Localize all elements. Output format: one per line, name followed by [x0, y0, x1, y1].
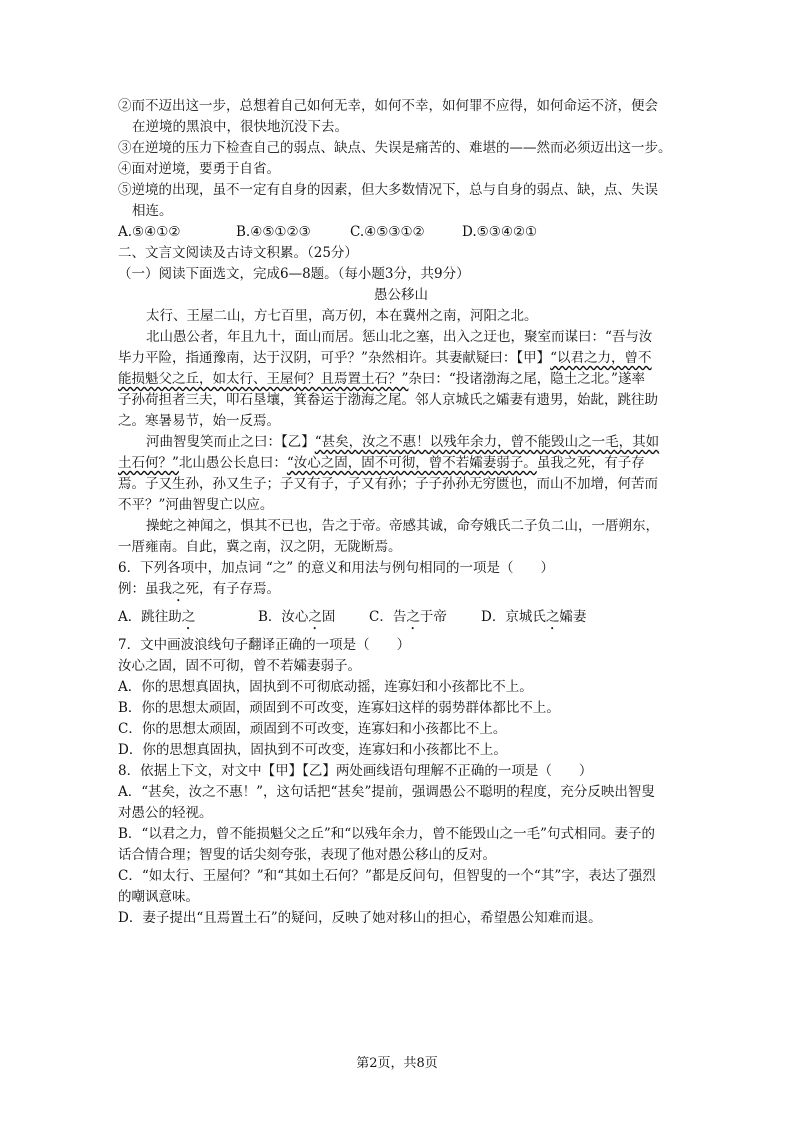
- passage-p2-l5: 之。寒暑易节，始一反焉。: [118, 413, 280, 429]
- q6-c-text: 于帝: [419, 609, 447, 625]
- subsection-1-title: （一）阅读下面选文，完成6—8题。（每小题3分，共9分）: [118, 266, 470, 282]
- page-footer: 第2页，共8页: [356, 1056, 438, 1071]
- underline-yi-cont: 土石何？”: [118, 455, 179, 471]
- q7-option-b[interactable]: B．你的思想太顽固，顽固到不可改变，连寡妇这样的弱势群体都比不上。: [118, 700, 560, 716]
- q6-option-a[interactable]: [118, 607, 258, 633]
- underline-yi: “甚矣，汝之不惠！以残年余力，曾不能毁山之一毛，其如: [314, 434, 660, 450]
- passage-p3-l2: [118, 453, 684, 474]
- q7-sentence: 汝心之固，固不可彻，曾不若孀妻弱子。: [118, 658, 361, 674]
- q6-option-c[interactable]: [369, 607, 481, 633]
- p3-text: 河曲智叟笑而止之曰：【乙】: [146, 434, 315, 450]
- q8-option-b-l1[interactable]: B．“以君之力，曾不能损魁父之丘”和“以残年余力，曾不能毁山之一毛”句式相同。妻子的: [118, 826, 656, 842]
- q5-option-b[interactable]: B.④⑤①②③: [236, 224, 311, 240]
- q6-options: [118, 607, 684, 633]
- q7-option-a[interactable]: A．你的思想真固执，固执到不可彻底动摇，连寡妇和小孩都比不上。: [118, 679, 533, 695]
- underline-jia: “以君之力，曾不: [550, 350, 652, 366]
- q8-option-b-l2: 话合情合理；智叟的话尖刻夸张，表现了他对愚公移山的反对。: [118, 847, 496, 863]
- passage-p3-l3: 焉。子又生孙，孙又生子；子又有子，子又有孙；子子孙孙无穷匮也，而山不加增，何苦而: [118, 476, 658, 492]
- q8-option-a-l1[interactable]: A．“甚矣，汝之不惠！”，这句话把“甚矣”提前，强调愚公不聪明的程度，充分反映出智叟: [118, 784, 655, 800]
- q8-option-d[interactable]: D．妻子提出“且焉置土石”的疑问，反映了她对移山的担心，希望愚公知难而退。: [118, 910, 602, 926]
- passage-p3-l4: 不平？”河曲智叟亡以应。: [118, 497, 274, 513]
- q6-c-dot: 之: [406, 609, 420, 625]
- underline-jia-cont: 能损魁父之丘，如太行、王屋何？且焉置土石？”: [118, 371, 409, 387]
- passage-p2-l1: 北山愚公者，年且九十，面山而居。惩山北之塞，出入之迂也，聚室而谋曰：“吾与汝: [146, 329, 653, 345]
- q6-a-text: A．跳往助: [118, 609, 182, 625]
- q6-c-text: C．告: [369, 609, 407, 625]
- sentence-5-line-1: ⑤逆境的出现，虽不一定有自身的因素，但大多数情况下，总与自身的弱点、缺，点、失误: [118, 182, 658, 198]
- p2-text: 毕力平险，指通豫南，达于汉阴，可乎？”杂然相许。其妻献疑曰：【甲】: [118, 350, 551, 366]
- p3-text: 虽我之死，有子存: [536, 455, 645, 471]
- passage-p4-l2: 一厝雍南。自此，冀之南，汉之阴，无陇断焉。: [118, 539, 402, 555]
- q8-option-c-l2: 的嘲讽意味。: [118, 889, 199, 905]
- q8-option-c-l1[interactable]: C．“如太行、王屋何？”和“其如土石何？”都是反问句，但智叟的一个“其”字，表达了强烈: [118, 868, 656, 884]
- q6-b-text: 固: [321, 609, 336, 625]
- sentence-2-line-1: ②而不迈出这一步，总想着自己如何无幸，如何不幸，如何罪不应得，如何命运不济，便会: [118, 98, 658, 114]
- q6-option-b[interactable]: [258, 607, 369, 633]
- q6-option-d[interactable]: [481, 607, 586, 633]
- sentence-4: ④面对逆境，要勇于自省。: [118, 161, 280, 177]
- p3-text: 北山愚公长息曰：: [178, 455, 287, 471]
- q5-option-c[interactable]: C.④⑤③①②: [350, 224, 425, 240]
- q6-example-dot: 之: [172, 581, 186, 597]
- q6-a-dot: 之: [181, 609, 196, 625]
- q8-option-a-l2: 对愚公的轻视。: [118, 805, 213, 821]
- q7-option-d[interactable]: D．你的思想真固执，固执到不可改变，连寡妇和小孩都比不上。: [118, 742, 507, 758]
- passage-p2-l3: [118, 369, 684, 390]
- q6-example-text: 例：虽我: [118, 581, 172, 597]
- passage-p2-l4: 子孙荷担者三夫，叩石垦壤，箕畚运于渤海之尾。邻人京城氏之孀妻有遗男，始龀，跳往助: [118, 392, 658, 408]
- q8-stem: 8．依据上下文，对文中【甲】【乙】两处画线语句理解不正确的一项是（ ）: [118, 763, 593, 779]
- q6-b-text: B．汝心: [258, 609, 309, 625]
- q7-stem: 7．文中画波浪线句子翻译正确的一项是（ ）: [118, 637, 411, 653]
- page-content: [118, 96, 684, 929]
- q6-example-text: 死，有子存焉。: [185, 581, 280, 597]
- sentence-2-line-2: 在逆境的黑浪中，很快地沉没下去。: [132, 119, 348, 135]
- q5-options: [118, 222, 684, 243]
- q6-d-text: D．京城氏: [481, 609, 546, 625]
- section-2-title: 二、文言文阅读及古诗文积累。（25分）: [118, 245, 358, 261]
- sentence-3: ③在逆境的压力下检查自己的弱点、缺点、失误是痛苦的、难堪的——然而必须迈出这一步。: [118, 140, 672, 156]
- q6-b-dot: 之: [308, 609, 322, 625]
- q5-option-a[interactable]: A.⑤④①②: [118, 224, 181, 240]
- q6-d-text: 孀妻: [559, 609, 587, 625]
- q7-option-c[interactable]: C．你的思想太顽固，顽固到不可改变，连寡妇和小孩都比不上。: [118, 721, 507, 737]
- passage-p4-l1: 操蛇之神闻之，惧其不已也，告之于帝。帝感其诚，命夸娥氏二子负二山，一厝朔东，: [146, 518, 659, 534]
- q6-stem: 6．下列各项中，加点词 “之” 的意义和用法与例句相同的一项是（ ）: [118, 560, 554, 576]
- passage-p3-l1: [118, 432, 684, 453]
- q5-option-d[interactable]: D.⑤③④②①: [462, 224, 538, 240]
- p2-text: 杂曰：“投诸渤海之尾，隐土之北。”遂率: [408, 371, 645, 387]
- q6-d-dot: 之: [545, 609, 560, 625]
- passage-title: 愚公移山: [374, 287, 428, 303]
- sentence-5-line-2: 相连。: [132, 203, 173, 219]
- wavy-sentence: “汝心之固，固不可彻，曾不若孀妻弱子。: [286, 455, 537, 471]
- passage-p1: 太行、王屋二山，方七百里，高万仞，本在冀州之南，河阳之北。: [146, 308, 538, 324]
- passage-p2-l2: [118, 348, 684, 369]
- q6-example: [118, 579, 684, 605]
